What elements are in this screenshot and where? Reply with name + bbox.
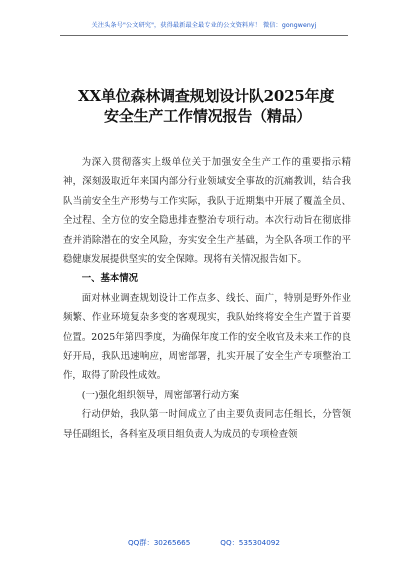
section-heading-basic-situation: 一、基本情况 xyxy=(81,273,139,285)
header-promo-note: 关注头条号"公文研究"，获得最新最全最专业的公文资料库！ 微信：gongwenyj xyxy=(91,22,317,29)
document-body xyxy=(63,153,351,444)
footer-qq: QQ：535304092 xyxy=(220,538,280,547)
title-line-1: XX单位森林调查规划设计队2025年度 xyxy=(78,87,335,105)
section1-paragraph: 面对林业调查规划设计工作点多、线长、面广，特别是野外作业频繁、作业环境复杂多变的客观现实，我队始终将安全生产置于首要位置。2025年第四季度，为确保年度工作的安全收官及未来工作的良好开局，我队迅速响应，周密部署，扎实开展了安全生产专项整治工作，取得了阶段性成效。 xyxy=(63,292,351,382)
document-title xyxy=(70,86,358,126)
header-divider xyxy=(60,35,348,36)
title-line-2: 安全生产工作情况报告（精品） xyxy=(104,107,312,125)
intro-paragraph: 为深入贯彻落实上级单位关于加强安全生产工作的重要指示精神，深刻汲取近年来国内部分行业领域安全事故的沉痛教训，结合我队当前安全生产形势与工作实际，我队于近期集中开展了覆盖全员、全过程、全方位的安全隐患排查整治专项行动。本次行动旨在彻底排查并消除潜在的安全风险，夯实安全生产基础，为全队各项工作的平稳健康发展提供坚实的安全保障。现将有关情况报告如下。 xyxy=(63,157,351,266)
subsection1-paragraph: 行动伊始，我队第一时间成立了由主要负责同志任组长，分管领导任副组长，各科室及项目组负责人为成员的专项检查领 xyxy=(63,409,351,440)
footer-contact xyxy=(0,538,408,548)
footer-qq-group: QQ群：30265665 xyxy=(128,538,191,547)
subsection-heading-organization: (一)强化组织领导，周密部署行动方案 xyxy=(81,389,240,401)
